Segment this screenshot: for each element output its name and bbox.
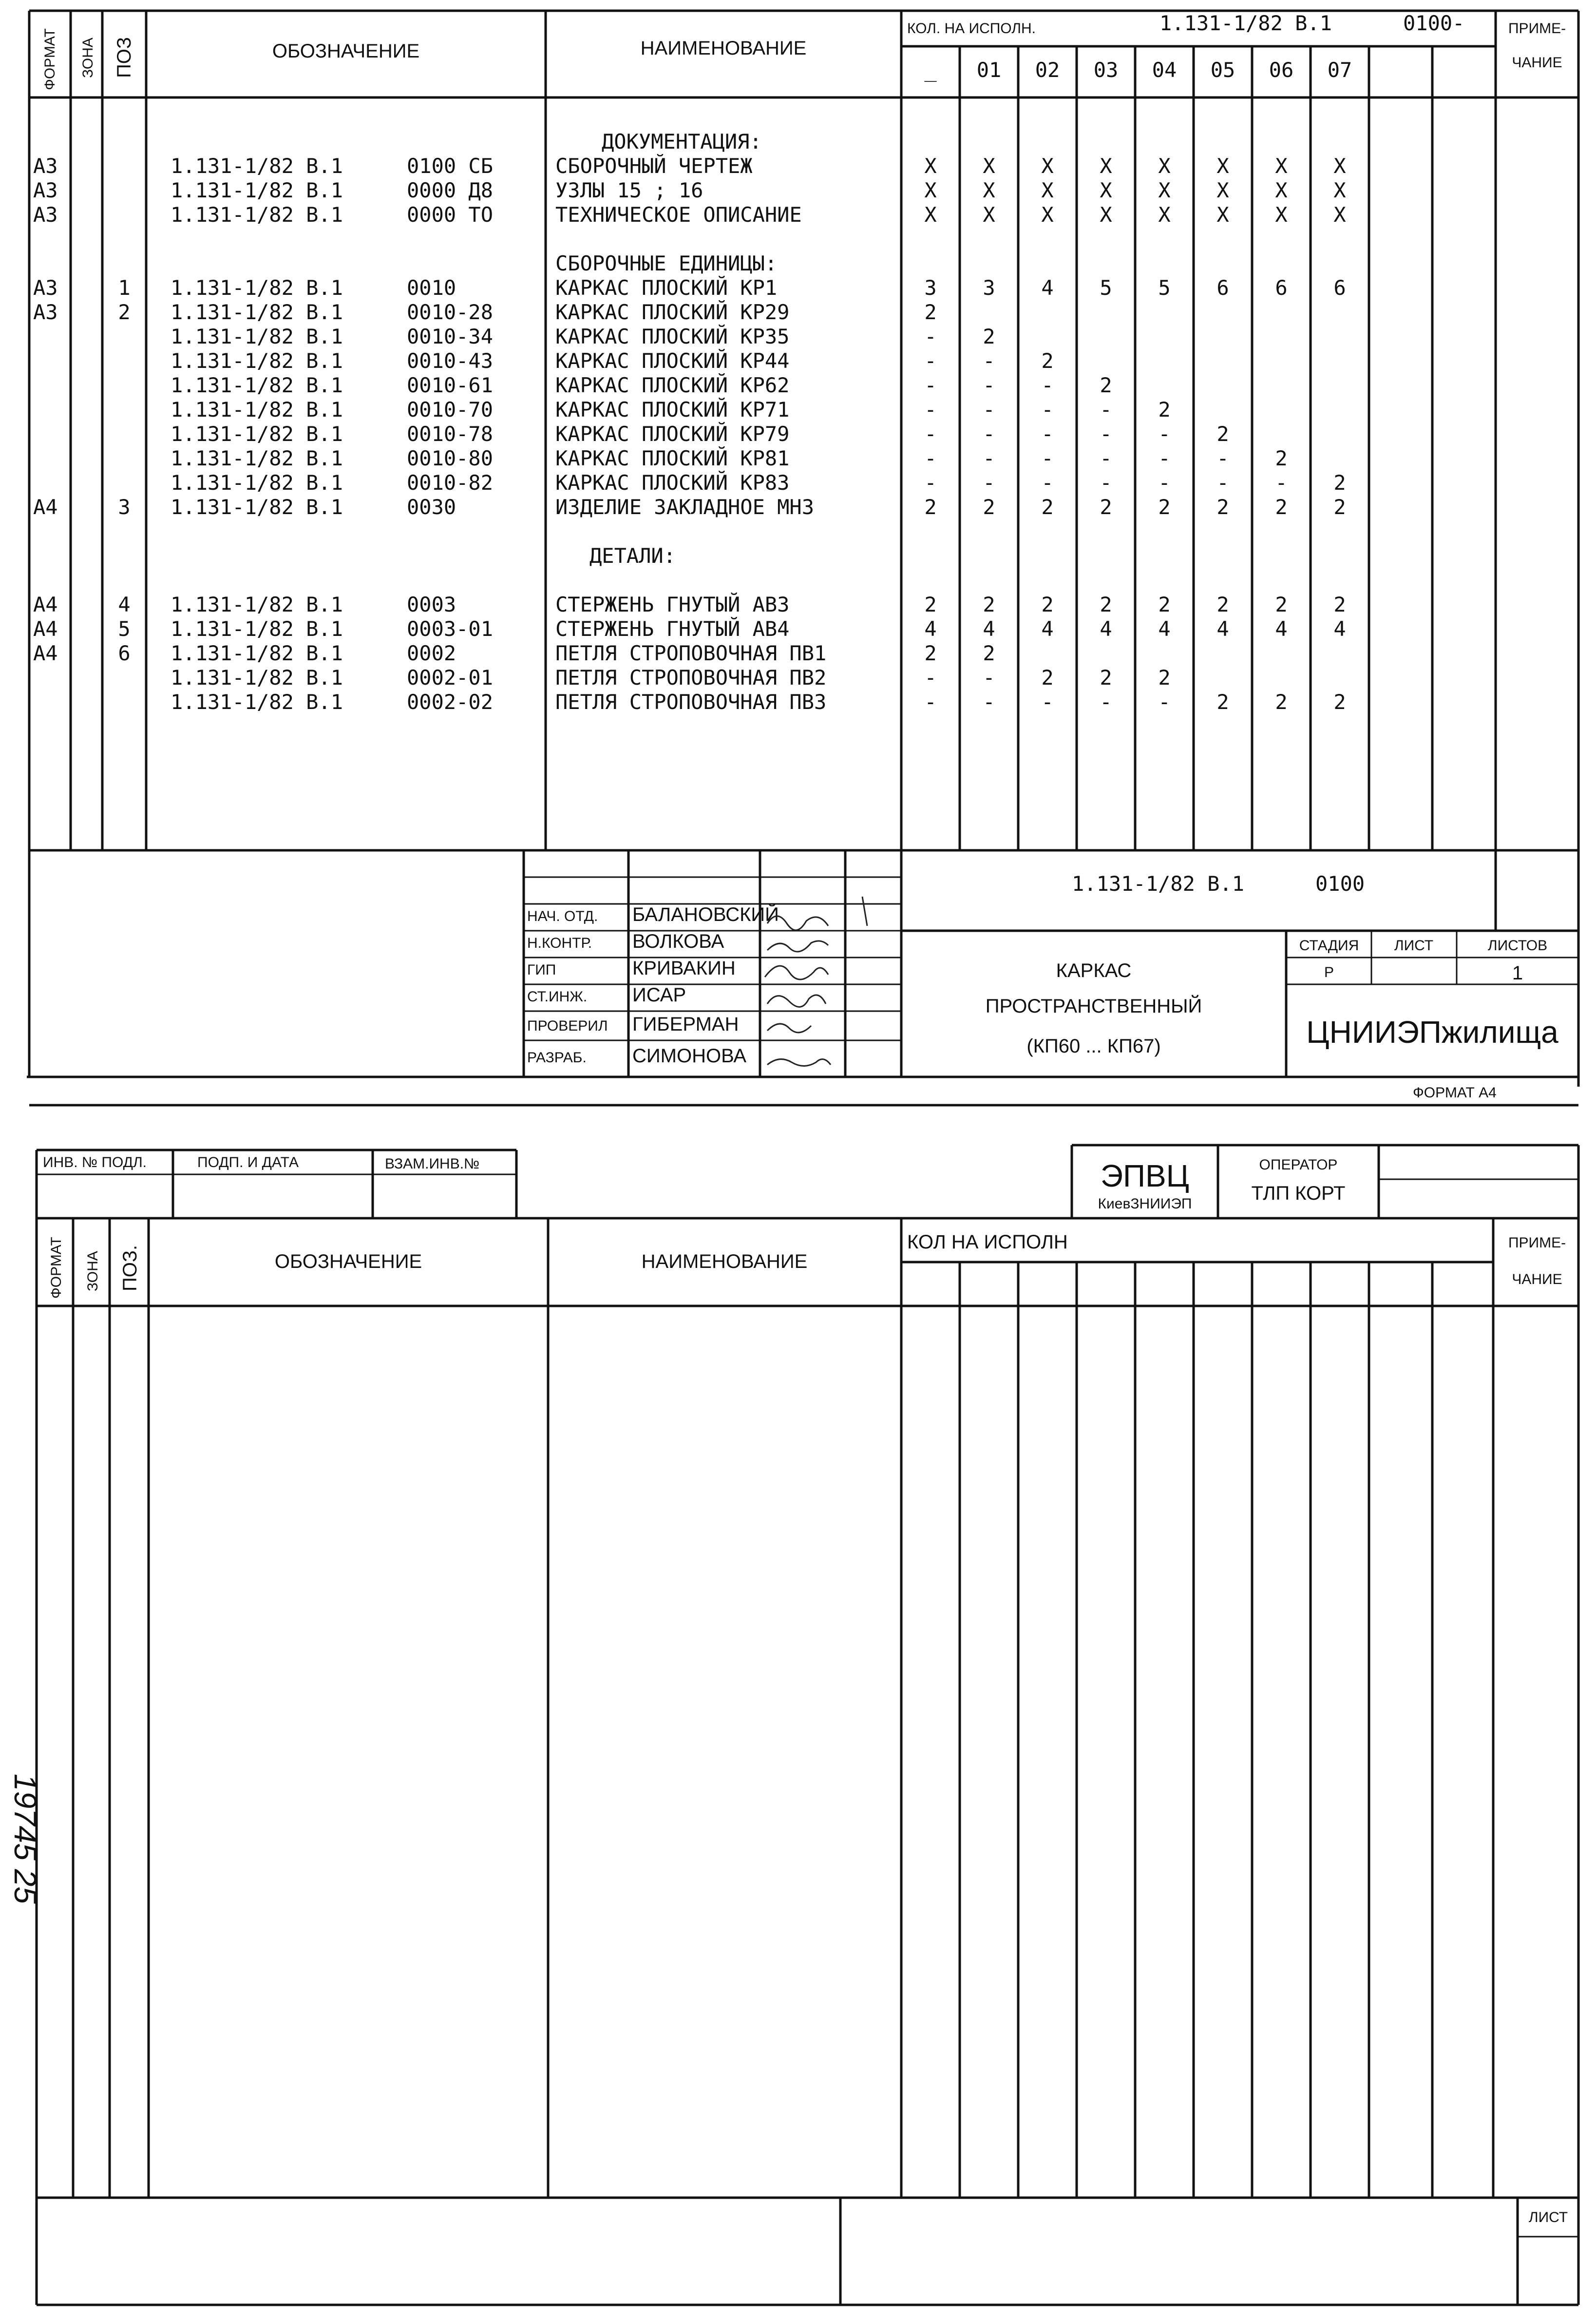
row-qty-6: X [1275, 154, 1288, 178]
col-zone-label: ЗОНА [80, 38, 96, 78]
row-name: КАРКАС ПЛОСКИЙ КР62 [555, 373, 790, 397]
row-suffix: 0010 [407, 276, 456, 300]
person-name: БАЛАНОВСКИЙ [632, 904, 779, 925]
row-qty-6: 4 [1275, 617, 1288, 641]
row-qty-3: - [1100, 422, 1112, 446]
title-block [524, 850, 1578, 1101]
row-qty-1: X [983, 203, 995, 227]
row-qty-3: X [1100, 203, 1112, 227]
row-qty-5: 4 [1216, 617, 1229, 641]
spec-row [33, 592, 1346, 616]
sheets-label: ЛИСТОВ [1487, 938, 1548, 954]
row-qty-3: 2 [1100, 666, 1112, 690]
row-qty-6: - [1275, 471, 1288, 495]
header-doc-suffix: 0100- [1403, 11, 1465, 35]
variant-header-7: 07 [1327, 58, 1352, 82]
row-qty-3: - [1100, 446, 1112, 470]
row-qty-1: 2 [983, 641, 995, 665]
row-suffix: 0010-34 [407, 325, 494, 348]
spec-row [33, 495, 1346, 519]
role-label: ПРОВЕРИЛ [527, 1018, 608, 1034]
row-suffix: 0000 ТО [407, 203, 494, 227]
row-name: УЗЛЫ 15 ; 16 [555, 178, 703, 202]
col-format-label: ФОРМАТ [42, 28, 58, 90]
row-code: 1.131-1/82 В.1 [171, 495, 343, 519]
stamp-big: ЭПВЦ [1100, 1158, 1190, 1193]
row-code: 1.131-1/82 В.1 [171, 398, 343, 422]
row-code: 1.131-1/82 В.1 [171, 178, 343, 202]
s2-qty-label: КОЛ НА ИСПОЛН [907, 1231, 1068, 1253]
row-qty-1: 3 [983, 276, 995, 300]
row-suffix: 0010-82 [407, 471, 494, 495]
s2-col-pos-label: ПОЗ. [119, 1245, 141, 1291]
s2-col-name-label: НАИМЕНОВАНИЕ [641, 1251, 808, 1272]
row-name: КАРКАС ПЛОСКИЙ КР79 [555, 422, 790, 446]
title-line1: КАРКАС [1056, 960, 1132, 981]
row-code: 1.131-1/82 В.1 [171, 373, 343, 397]
note-top-label: ПРИМЕ- [1508, 20, 1566, 37]
row-qty-7: 2 [1333, 593, 1346, 616]
row-qty-1: X [983, 178, 995, 202]
row-code: 1.131-1/82 В.1 [171, 593, 343, 616]
person-name: СИМОНОВА [632, 1045, 747, 1067]
row-qty-0: X [924, 203, 937, 227]
row-qty-1: - [983, 422, 995, 446]
row-qty-3: - [1100, 398, 1112, 422]
side-note: 19745 25 [8, 1774, 43, 1904]
row-qty-2: X [1041, 154, 1054, 178]
row-qty-0: 3 [924, 276, 937, 300]
row-suffix: 0002 [407, 641, 456, 665]
row-qty-5: 2 [1216, 422, 1229, 446]
row-name: КАРКАС ПЛОСКИЙ КР83 [555, 471, 790, 495]
spec-row [589, 544, 676, 568]
row-qty-2: 4 [1041, 617, 1054, 641]
row-qty-4: - [1158, 422, 1171, 446]
col-pos-label: ПОЗ [114, 37, 135, 78]
row-qty-1: X [983, 154, 995, 178]
row-qty-4: 2 [1158, 495, 1171, 519]
row-name: СТЕРЖЕНЬ ГНУТЫЙ АВ3 [555, 593, 790, 616]
sheets-value: 1 [1512, 962, 1523, 984]
title-doc-code: 1.131-1/82 В.1 [1072, 872, 1245, 896]
row-qty-0: - [924, 373, 937, 397]
row-qty-3: 4 [1100, 617, 1112, 641]
row-format: А4 [33, 641, 58, 665]
row-format: А4 [33, 617, 58, 641]
spec-row [33, 300, 937, 324]
row-qty-2: X [1041, 203, 1054, 227]
row-qty-1: 4 [983, 617, 995, 641]
row-qty-1: - [983, 690, 995, 714]
row-name: КАРКАС ПЛОСКИЙ КР1 [555, 276, 778, 300]
s2-note-bottom-label: ЧАНИЕ [1512, 1271, 1562, 1287]
stage-value: Р [1324, 964, 1334, 980]
row-qty-0: - [924, 422, 937, 446]
row-qty-1: - [983, 666, 995, 690]
row-suffix: 0010-61 [407, 373, 494, 397]
row-suffix: 0002-02 [407, 690, 494, 714]
row-qty-3: - [1100, 471, 1112, 495]
spec-row [171, 690, 1346, 714]
row-qty-4: X [1158, 203, 1171, 227]
row-qty-0: 2 [924, 641, 937, 665]
row-qty-3: 2 [1100, 593, 1112, 616]
row-code: 1.131-1/82 В.1 [171, 154, 343, 178]
row-code: 1.131-1/82 В.1 [171, 349, 343, 373]
variant-header-0: _ [924, 58, 937, 82]
row-qty-2: X [1041, 178, 1054, 202]
row-suffix: 0100 СБ [407, 154, 494, 178]
row-qty-3: 5 [1100, 276, 1112, 300]
row-qty-7: 4 [1333, 617, 1346, 641]
title-doc-num: 0100 [1315, 872, 1365, 896]
row-qty-0: - [924, 325, 937, 348]
row-qty-6: 2 [1275, 446, 1288, 470]
row-qty-2: - [1041, 398, 1054, 422]
section-heading: СБОРОЧНЫЕ ЕДИНИЦЫ: [555, 251, 778, 275]
row-code: 1.131-1/82 В.1 [171, 276, 343, 300]
row-format: А3 [33, 203, 58, 227]
row-qty-0: X [924, 154, 937, 178]
row-qty-6: X [1275, 203, 1288, 227]
row-qty-2: - [1041, 446, 1054, 470]
row-format: А4 [33, 495, 58, 519]
row-qty-4: 2 [1158, 593, 1171, 616]
row-pos: 3 [118, 495, 131, 519]
vzam-inv-label: ВЗАМ.ИНВ.№ [385, 1156, 480, 1172]
row-pos: 5 [118, 617, 131, 641]
row-name: СТЕРЖЕНЬ ГНУТЫЙ АВ4 [555, 617, 790, 641]
variant-header-5: 05 [1210, 58, 1235, 82]
variant-header-4: 04 [1152, 58, 1177, 82]
row-qty-2: - [1041, 471, 1054, 495]
row-qty-1: 2 [983, 495, 995, 519]
row-qty-5: 2 [1216, 690, 1229, 714]
qty-label: КОЛ. НА ИСПОЛН. [907, 20, 1036, 37]
row-qty-0: - [924, 471, 937, 495]
person-name: ГИБЕРМАН [632, 1014, 739, 1035]
row-qty-5: 2 [1216, 593, 1229, 616]
variant-header-3: 03 [1093, 58, 1119, 82]
operator-label: ОПЕРАТОР [1259, 1157, 1338, 1173]
row-pos: 1 [118, 276, 131, 300]
row-suffix: 0000 Д8 [407, 178, 494, 202]
row-qty-2: 2 [1041, 593, 1054, 616]
row-format: А3 [33, 178, 58, 202]
row-qty-6: X [1275, 178, 1288, 202]
row-qty-4: 4 [1158, 617, 1171, 641]
variant-header-6: 06 [1269, 58, 1294, 82]
section-heading: ДОКУМЕНТАЦИЯ: [602, 130, 762, 153]
role-label: РАЗРАБ. [527, 1050, 587, 1066]
col-designation-label: ОБОЗНАЧЕНИЕ [272, 40, 420, 62]
row-format: А3 [33, 154, 58, 178]
row-suffix: 0002-01 [407, 666, 494, 690]
row-qty-1: - [983, 349, 995, 373]
row-suffix: 0010-70 [407, 398, 494, 422]
row-qty-3: X [1100, 178, 1112, 202]
row-code: 1.131-1/82 В.1 [171, 690, 343, 714]
row-qty-7: X [1333, 154, 1346, 178]
row-qty-2: 2 [1041, 495, 1054, 519]
spec-row [33, 153, 1346, 178]
row-qty-2: 2 [1041, 349, 1054, 373]
row-name: КАРКАС ПЛОСКИЙ КР35 [555, 325, 790, 348]
s2-sheet-label: ЛИСТ [1528, 2209, 1568, 2225]
sheet1-header [42, 11, 1566, 90]
row-code: 1.131-1/82 В.1 [171, 300, 343, 324]
org-name: ЦНИИЭПжилища [1306, 1015, 1558, 1050]
row-name: КАРКАС ПЛОСКИЙ КР44 [555, 349, 790, 373]
spec-row [33, 616, 1346, 641]
row-qty-2: - [1041, 373, 1054, 397]
row-suffix: 0003-01 [407, 617, 494, 641]
variant-header-2: 02 [1035, 58, 1060, 82]
row-qty-0: - [924, 666, 937, 690]
s2-note-top-label: ПРИМЕ- [1508, 1235, 1566, 1251]
row-qty-3: X [1100, 154, 1112, 178]
row-qty-0: X [924, 178, 937, 202]
row-qty-3: - [1100, 690, 1112, 714]
role-label: Н.КОНТР. [527, 935, 592, 951]
row-qty-0: 4 [924, 617, 937, 641]
row-code: 1.131-1/82 В.1 [171, 203, 343, 227]
row-pos: 6 [118, 641, 131, 665]
spec-row [171, 348, 1054, 373]
row-name: КАРКАС ПЛОСКИЙ КР29 [555, 300, 790, 324]
note-bottom-label: ЧАНИЕ [1512, 55, 1562, 71]
row-name: ИЗДЕЛИЕ ЗАКЛАДНОЕ МН3 [555, 495, 815, 519]
row-qty-6: 6 [1275, 276, 1288, 300]
row-qty-4: - [1158, 446, 1171, 470]
row-qty-7: 2 [1333, 471, 1346, 495]
row-suffix: 0010-80 [407, 446, 494, 470]
row-qty-5: X [1216, 178, 1229, 202]
row-qty-7: X [1333, 178, 1346, 202]
title-line3: (КП60 ... КП67) [1026, 1035, 1161, 1057]
row-pos: 4 [118, 593, 131, 616]
row-qty-2: - [1041, 422, 1054, 446]
variant-headers [924, 58, 1352, 82]
row-qty-7: 2 [1333, 690, 1346, 714]
row-code: 1.131-1/82 В.1 [171, 641, 343, 665]
row-qty-6: 2 [1275, 495, 1288, 519]
spec-row [171, 397, 1171, 422]
role-label: СТ.ИНЖ. [527, 989, 588, 1005]
row-qty-4: X [1158, 154, 1171, 178]
row-qty-0: - [924, 690, 937, 714]
row-code: 1.131-1/82 В.1 [171, 325, 343, 348]
row-qty-6: 2 [1275, 593, 1288, 616]
row-suffix: 0010-78 [407, 422, 494, 446]
stage-label: СТАДИЯ [1299, 938, 1359, 954]
row-code: 1.131-1/82 В.1 [171, 422, 343, 446]
row-code: 1.131-1/82 В.1 [171, 666, 343, 690]
row-name: КАРКАС ПЛОСКИЙ КР81 [555, 446, 790, 470]
row-qty-1: - [983, 398, 995, 422]
row-qty-5: 6 [1216, 276, 1229, 300]
s2-col-format-label: ФОРМАТ [48, 1237, 64, 1299]
spec-row [555, 251, 777, 275]
row-name: ПЕТЛЯ СТРОПОВОЧНАЯ ПВ1 [555, 641, 827, 665]
row-name: ПЕТЛЯ СТРОПОВОЧНАЯ ПВ3 [555, 690, 827, 714]
spec-row [33, 641, 995, 665]
row-qty-4: 5 [1158, 276, 1171, 300]
person-name: ВОЛКОВА [632, 931, 724, 952]
spec-row [171, 422, 1229, 446]
sheet2-frame [37, 1145, 1578, 2305]
person-name: ИСАР [632, 984, 686, 1006]
spec-row [171, 446, 1288, 470]
row-qty-4: 2 [1158, 398, 1171, 422]
row-qty-5: - [1216, 471, 1229, 495]
format-label: ФОРМАТ А4 [1413, 1085, 1497, 1101]
row-suffix: 0010-43 [407, 349, 494, 373]
spec-row [171, 666, 1171, 690]
row-qty-5: - [1216, 446, 1229, 470]
row-qty-1: - [983, 471, 995, 495]
row-name: СБОРОЧНЫЙ ЧЕРТЕЖ [555, 154, 753, 178]
row-suffix: 0010-28 [407, 300, 494, 324]
row-code: 1.131-1/82 В.1 [171, 471, 343, 495]
row-format: А3 [33, 300, 58, 324]
s2-col-zone-label: ЗОНА [85, 1251, 101, 1291]
row-qty-2: 4 [1041, 276, 1054, 300]
row-qty-5: X [1216, 154, 1229, 178]
section-heading: ДЕТАЛИ: [589, 544, 676, 568]
row-qty-1: - [983, 373, 995, 397]
spec-row [602, 130, 762, 153]
row-qty-0: 2 [924, 593, 937, 616]
spec-rows [33, 130, 1346, 714]
row-qty-4: 2 [1158, 666, 1171, 690]
sheet2-header [43, 1154, 1568, 2225]
row-qty-0: 2 [924, 495, 937, 519]
spec-row [171, 373, 1112, 397]
row-qty-1: - [983, 446, 995, 470]
row-qty-3: 2 [1100, 495, 1112, 519]
spec-row [171, 324, 995, 348]
row-qty-0: - [924, 398, 937, 422]
variant-header-1: 01 [976, 58, 1002, 82]
row-qty-7: 6 [1333, 276, 1346, 300]
spec-row [33, 275, 1346, 300]
row-name: ТЕХНИЧЕСКОЕ ОПИСАНИЕ [555, 203, 802, 227]
spec-row [33, 203, 1346, 227]
row-format: А4 [33, 593, 58, 616]
row-qty-7: 2 [1333, 495, 1346, 519]
row-qty-5: X [1216, 203, 1229, 227]
inv-podl-label: ИНВ. № ПОДЛ. [43, 1154, 147, 1170]
row-format: А3 [33, 276, 58, 300]
row-qty-3: 2 [1100, 373, 1112, 397]
spec-row [171, 470, 1346, 495]
role-label: ГИП [527, 962, 556, 978]
row-qty-4: - [1158, 471, 1171, 495]
row-name: КАРКАС ПЛОСКИЙ КР71 [555, 398, 790, 422]
row-qty-1: 2 [983, 325, 995, 348]
row-qty-7: X [1333, 203, 1346, 227]
row-code: 1.131-1/82 В.1 [171, 446, 343, 470]
row-qty-2: 2 [1041, 666, 1054, 690]
row-suffix: 0003 [407, 593, 456, 616]
s2-col-designation-label: ОБОЗНАЧЕНИЕ [274, 1251, 422, 1272]
row-name: ПЕТЛЯ СТРОПОВОЧНАЯ ПВ2 [555, 666, 827, 690]
row-qty-5: 2 [1216, 495, 1229, 519]
sheet-label: ЛИСТ [1394, 938, 1434, 954]
title-line2: ПРОСТРАНСТВЕННЫЙ [985, 996, 1202, 1017]
header-doc-code: 1.131-1/82 В.1 [1159, 11, 1332, 35]
podp-data-label: ПОДП. И ДАТА [197, 1154, 299, 1170]
row-qty-0: 2 [924, 300, 937, 324]
row-pos: 2 [118, 300, 131, 324]
role-label: НАЧ. ОТД. [527, 908, 598, 924]
person-name: КРИВАКИН [632, 958, 736, 979]
row-suffix: 0030 [407, 495, 456, 519]
operator-value: ТЛП КОРТ [1251, 1183, 1346, 1204]
stamp-small: КиевЗНИИЭП [1098, 1196, 1192, 1212]
spec-row [33, 178, 1346, 202]
row-qty-1: 2 [983, 593, 995, 616]
row-qty-2: - [1041, 690, 1054, 714]
row-qty-4: - [1158, 690, 1171, 714]
row-qty-6: 2 [1275, 690, 1288, 714]
row-qty-4: X [1158, 178, 1171, 202]
row-code: 1.131-1/82 В.1 [171, 617, 343, 641]
row-qty-0: - [924, 446, 937, 470]
col-name-label: НАИМЕНОВАНИЕ [640, 38, 807, 59]
row-qty-0: - [924, 349, 937, 373]
